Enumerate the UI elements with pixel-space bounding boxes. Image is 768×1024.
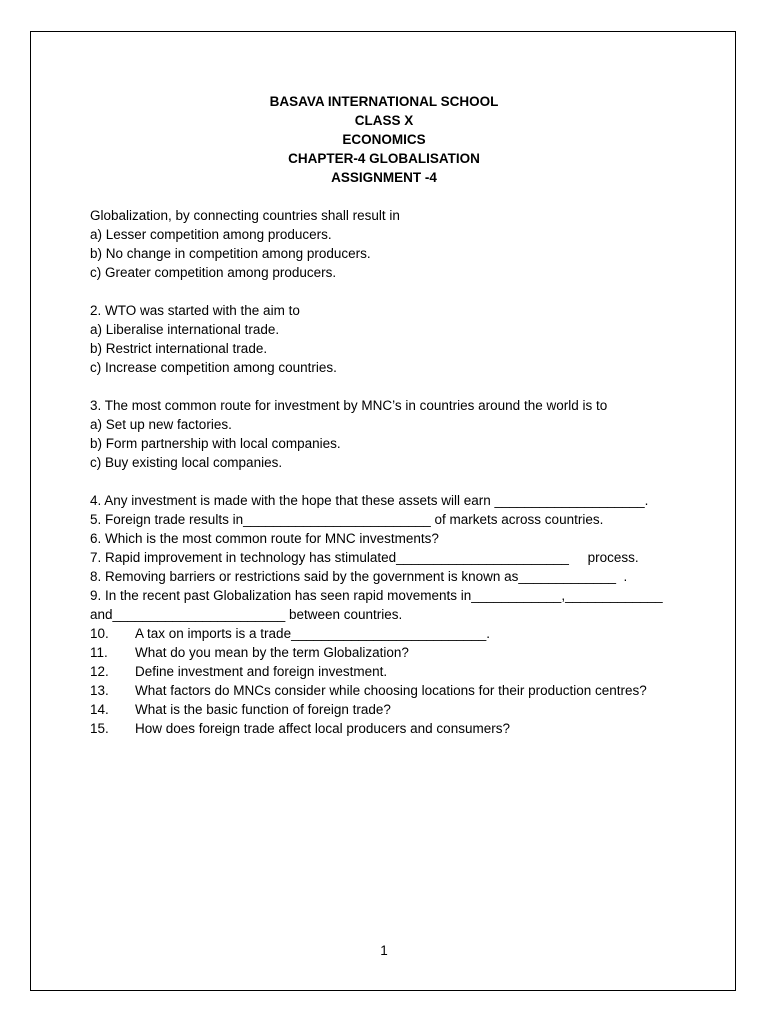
- question-text: A tax on imports is a trade__________________________.: [135, 626, 491, 641]
- question-14: [90, 700, 690, 719]
- question-1-option-b: b) No change in competition among producers.: [90, 246, 371, 261]
- question-3-option-b: b) Form partnership with local companies.: [90, 436, 341, 451]
- question-1-option-a: a) Lesser competition among producers.: [90, 227, 332, 242]
- question-8: 8. Removing barriers or restrictions said by the government is known as_____________ .: [90, 569, 628, 584]
- question-text: What factors do MNCs consider while choosing locations for their production centres?: [135, 683, 647, 698]
- page-number: 1: [380, 943, 388, 958]
- question-7: 7. Rapid improvement in technology has stimulated_______________________ process.: [90, 550, 639, 565]
- question-number: 14.: [90, 702, 109, 717]
- assignment-label: ASSIGNMENT -4: [331, 170, 437, 185]
- question-2-option-c: c) Increase competition among countries.: [90, 360, 337, 375]
- question-3-option-c: c) Buy existing local companies.: [90, 455, 283, 470]
- question-13: [90, 681, 690, 700]
- question-number: 10.: [90, 626, 109, 641]
- question-text: How does foreign trade affect local producers and consumers?: [135, 721, 510, 736]
- class-label: CLASS X: [354, 113, 414, 128]
- question-1-option-c: c) Greater competition among producers.: [90, 265, 337, 280]
- question-number: 12.: [90, 664, 109, 679]
- question-number: 15.: [90, 721, 109, 736]
- question-9-continued: and_______________________ between countries.: [90, 607, 403, 622]
- school-name: BASAVA INTERNATIONAL SCHOOL: [269, 94, 499, 109]
- question-2-option-b: b) Restrict international trade.: [90, 341, 268, 356]
- question-11: [90, 643, 690, 662]
- question-list: [90, 206, 690, 738]
- question-3-option-a: a) Set up new factories.: [90, 417, 232, 432]
- question-4: 4. Any investment is made with the hope that these assets will earn ____________________.: [90, 493, 649, 508]
- question-10: [90, 624, 690, 643]
- document-header: [0, 92, 768, 187]
- question-3: 3. The most common route for investment by MNC’s in countries around the world is to: [90, 398, 608, 413]
- question-number: 13.: [90, 683, 109, 698]
- question-number: 11.: [90, 645, 108, 660]
- question-5: 5. Foreign trade results in_________________________ of markets across countries.: [90, 512, 604, 527]
- question-2-option-a: a) Liberalise international trade.: [90, 322, 280, 337]
- question-6: 6. Which is the most common route for MNC investments?: [90, 531, 439, 546]
- chapter-label: CHAPTER-4 GLOBALISATION: [288, 151, 480, 166]
- question-12: [90, 662, 690, 681]
- subject-label: ECONOMICS: [342, 132, 426, 147]
- question-text: Define investment and foreign investment.: [135, 664, 388, 679]
- question-1: Globalization, by connecting countries shall result in: [90, 208, 400, 223]
- question-15: [90, 719, 690, 738]
- question-text: What do you mean by the term Globalization?: [135, 645, 409, 660]
- question-2: 2. WTO was started with the aim to: [90, 303, 300, 318]
- question-text: What is the basic function of foreign trade?: [135, 702, 391, 717]
- question-9: 9. In the recent past Globalization has seen rapid movements in____________,_____________: [90, 588, 663, 603]
